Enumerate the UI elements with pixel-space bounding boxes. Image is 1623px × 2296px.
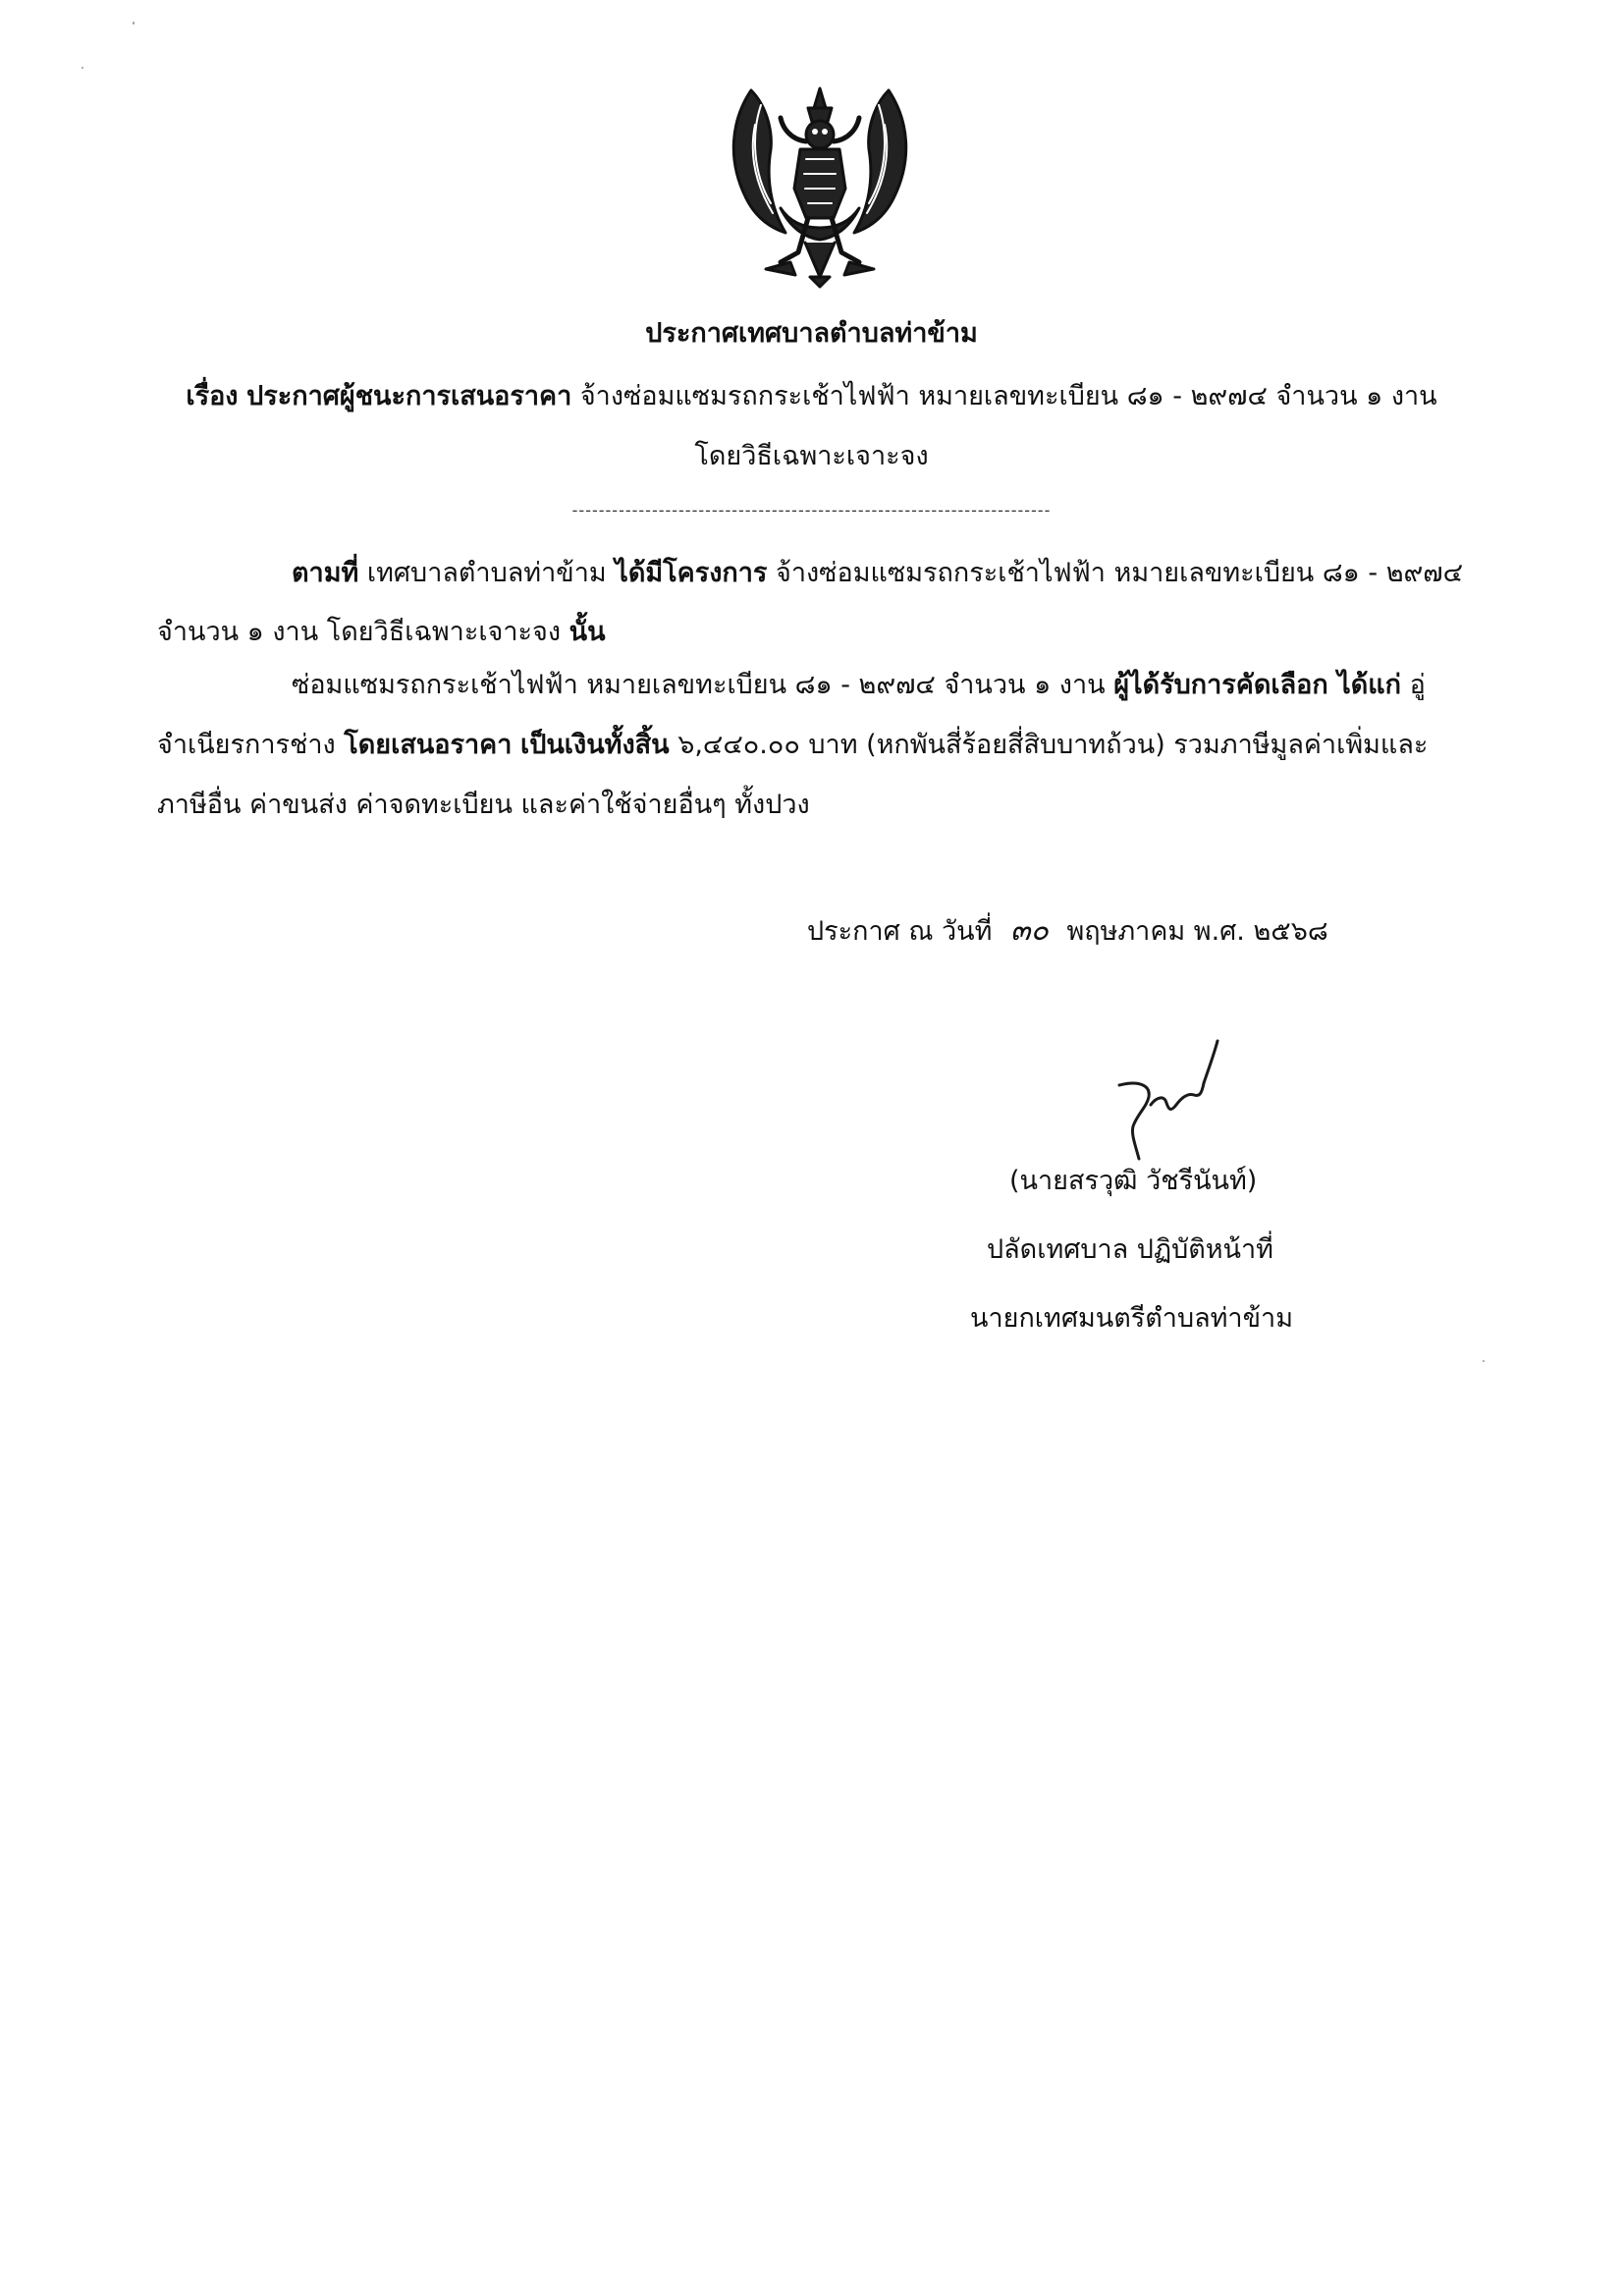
p2-offer: โดยเสนอราคา xyxy=(344,730,513,760)
p2-vendor: จำเนียรการช่าง xyxy=(157,730,336,760)
announce-day: ๓๐ xyxy=(1010,913,1049,948)
p1-municipality: เทศบาลตำบลท่าข้าม xyxy=(366,558,607,588)
p2-selected: ผู้ได้รับการคัดเลือก ได้แก่ xyxy=(1113,670,1401,700)
signer-position: ปลัดเทศบาล ปฏิบัติหน้าที่ xyxy=(987,1234,1273,1265)
garuda-emblem-icon xyxy=(712,81,928,292)
announce-prefix: ประกาศ ณ วันที่ xyxy=(807,916,993,947)
separator-line: ------------------------------------------------------------------------ xyxy=(571,501,1052,519)
document-title: ประกาศเทศบาลตำบลท่าข้าม xyxy=(645,318,978,349)
scan-speck xyxy=(1483,1360,1485,1362)
paragraph-1-line-2 xyxy=(157,615,606,650)
announcement-date xyxy=(807,913,1328,950)
signer-acting-as: นายกเทศมนตรีตำบลท่าข้าม xyxy=(970,1303,1293,1334)
p1-end: นั้น xyxy=(568,617,606,647)
p1-according-to: ตามที่ xyxy=(292,558,359,588)
p2-amount: ๖,๔๔๐.๐๐ บาท (หกพันสี่ร้อยสี่สิบบาทถ้วน) รวมภาษีมูลค่าเพิ่มและ xyxy=(677,730,1429,760)
signer-name: (นายสรวุฒิ วัชรีนันท์) xyxy=(1009,1166,1258,1196)
announce-month-year: พฤษภาคม พ.ศ. ๒๕๖๘ xyxy=(1066,916,1328,947)
paragraph-2-line-2 xyxy=(157,728,1428,763)
subject-bold: ประกาศผู้ชนะการเสนอราคา xyxy=(246,381,572,411)
p2-garage-prefix: อู่ xyxy=(1409,670,1426,700)
subject-rest: จ้างซ่อมแซมรถกระเช้าไฟฟ้า หมายเลขทะเบียน ๘๑ - ๒๙๗๔ จำนวน ๑ งาน xyxy=(579,381,1437,411)
document-subject xyxy=(0,379,1623,414)
paragraph-2-line-1 xyxy=(292,668,1426,703)
p1-project-desc: จ้างซ่อมแซมรถกระเช้าไฟฟ้า หมายเลขทะเบียน ๘๑ - ๒๙๗๔ xyxy=(776,558,1464,588)
p2-item: ซ่อมแซมรถกระเช้าไฟฟ้า หมายเลขทะเบียน ๘๑ - ๒๙๗๔ จำนวน ๑ งาน xyxy=(292,670,1106,700)
paragraph-2-line-3: ภาษีอื่น ค่าขนส่ง ค่าจดทะเบียน และค่าใช้จ่ายอื่นๆ ทั้งปวง xyxy=(157,790,810,820)
document-subject-line2: โดยวิธีเฉพาะเจาะจง xyxy=(694,441,929,471)
scan-speck xyxy=(81,67,83,69)
scan-speck xyxy=(133,22,135,25)
handwritten-signature xyxy=(1080,1036,1257,1164)
subject-label: เรื่อง xyxy=(186,381,239,411)
p1-quantity-method: จำนวน ๑ งาน โดยวิธีเฉพาะเจาะจง xyxy=(157,617,562,647)
p1-has-project: ได้มีโครงการ xyxy=(615,558,768,588)
paragraph-1-line-1 xyxy=(292,556,1463,591)
p2-total: เป็นเงินทั้งสิ้น xyxy=(519,730,670,760)
